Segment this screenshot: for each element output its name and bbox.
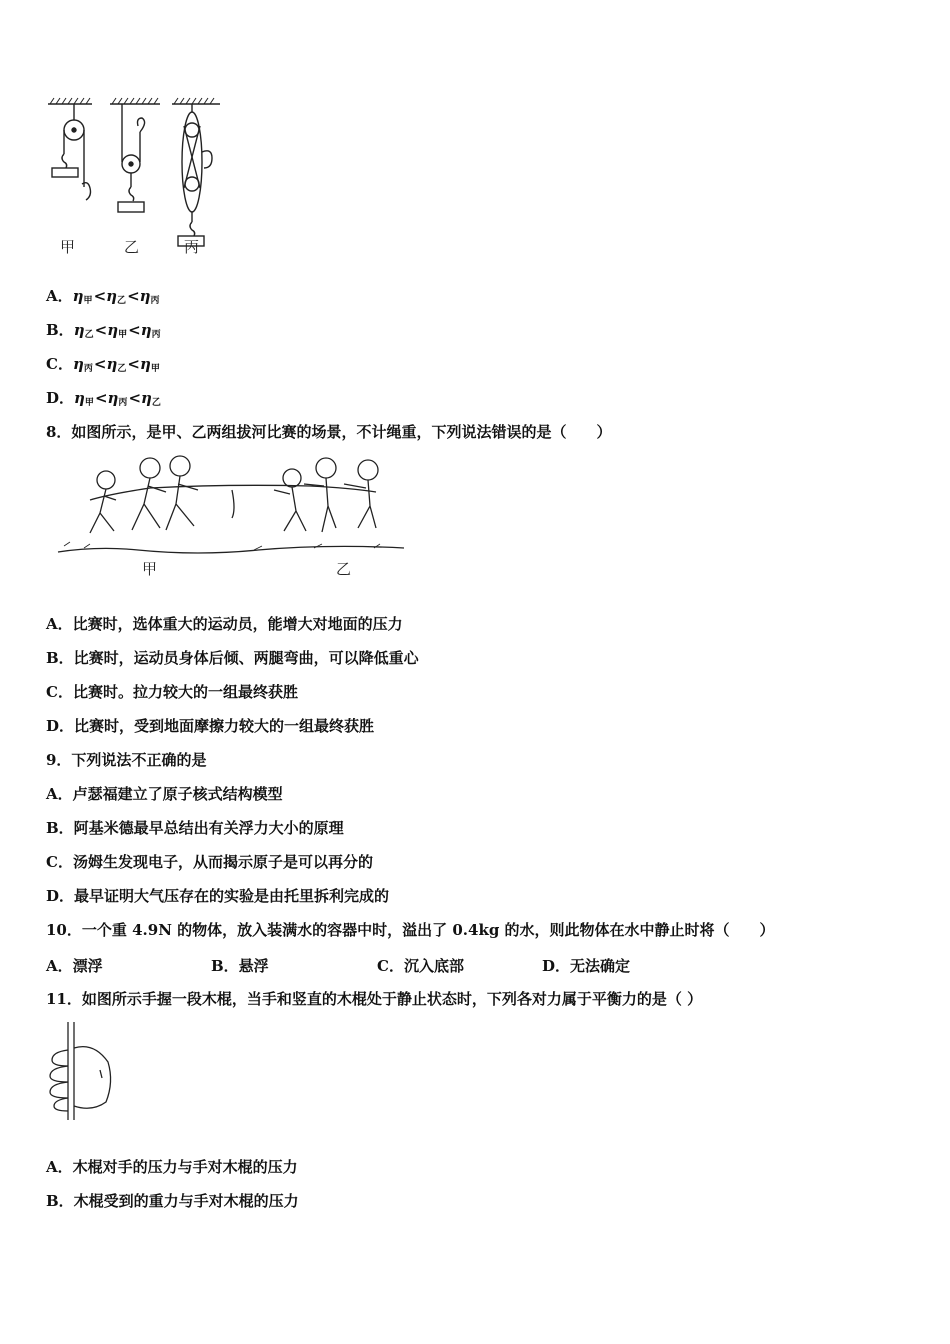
q9-option-d[interactable]: D．最早证明大气压存在的实验是由托里拆利完成的 xyxy=(46,887,390,905)
q10-option-b[interactable]: B．悬浮 xyxy=(211,957,269,975)
q7-option-a[interactable]: A．$\eta_甲<\eta_乙<\eta_丙$ xyxy=(46,287,160,306)
q9-option-a[interactable]: A．卢瑟福建立了原子核式结构模型 xyxy=(46,785,283,803)
pulley-label-yi: 乙 xyxy=(124,238,140,256)
q11-option-b[interactable]: B．木棍受到的重力与手对木棍的压力 xyxy=(46,1192,299,1210)
q8-option-b[interactable]: B．比赛时，运动员身体后倾、两腿弯曲，可以降低重心 xyxy=(46,649,419,667)
q11-stem: 11．如图所示手握一段木棍，当手和竖直的木棍处于静止状态时，下列各对力属于平衡力的是（ ） xyxy=(46,990,703,1008)
q10-option-d[interactable]: D．无法确定 xyxy=(542,957,631,975)
team-label-jia: 甲 xyxy=(142,560,158,578)
q7-option-d[interactable]: D．$\eta_甲<\eta_丙<\eta_乙$ xyxy=(46,389,161,408)
q7-option-c[interactable]: C．$\eta_丙<\eta_乙<\eta_甲$ xyxy=(46,355,160,374)
pulley-figure xyxy=(44,92,234,267)
q7-option-b[interactable]: B．$\eta_乙<\eta_甲<\eta_丙$ xyxy=(46,321,161,340)
q9-option-c[interactable]: C．汤姆生发现电子，从而揭示原子是可以再分的 xyxy=(46,853,373,871)
q11-option-a[interactable]: A．木棍对手的压力与手对木棍的压力 xyxy=(46,1158,298,1176)
q8-option-c[interactable]: C．比赛时。拉力较大的一组最终获胜 xyxy=(46,683,298,701)
hand-stick-figure xyxy=(44,1018,120,1124)
q10-options xyxy=(46,955,906,975)
team-label-yi: 乙 xyxy=(336,560,352,578)
q8-stem: 8．如图所示，是甲、乙两组拔河比赛的场景，不计绳重，下列说法错误的是（ ） xyxy=(46,423,612,441)
tug-of-war-figure xyxy=(54,450,410,580)
pulley-label-bing: 丙 xyxy=(184,238,200,256)
q9-option-b[interactable]: B．阿基米德最早总结出有关浮力大小的原理 xyxy=(46,819,344,837)
q9-stem: 9．下列说法不正确的是 xyxy=(46,751,207,769)
pulley-label-jia: 甲 xyxy=(60,238,76,256)
q10-option-c[interactable]: C．沉入底部 xyxy=(377,957,464,975)
q8-option-a[interactable]: A．比赛时，选体重大的运动员，能增大对地面的压力 xyxy=(46,615,403,633)
q8-option-d[interactable]: D．比赛时，受到地面摩擦力较大的一组最终获胜 xyxy=(46,717,375,735)
q10-stem: 10．一个重 4.9N 的物体，放入装满水的容器中时，溢出了 0.4kg 的水，则此物体在水中静止时将（ ） xyxy=(46,921,775,939)
q10-option-a[interactable]: A．漂浮 xyxy=(46,957,103,975)
